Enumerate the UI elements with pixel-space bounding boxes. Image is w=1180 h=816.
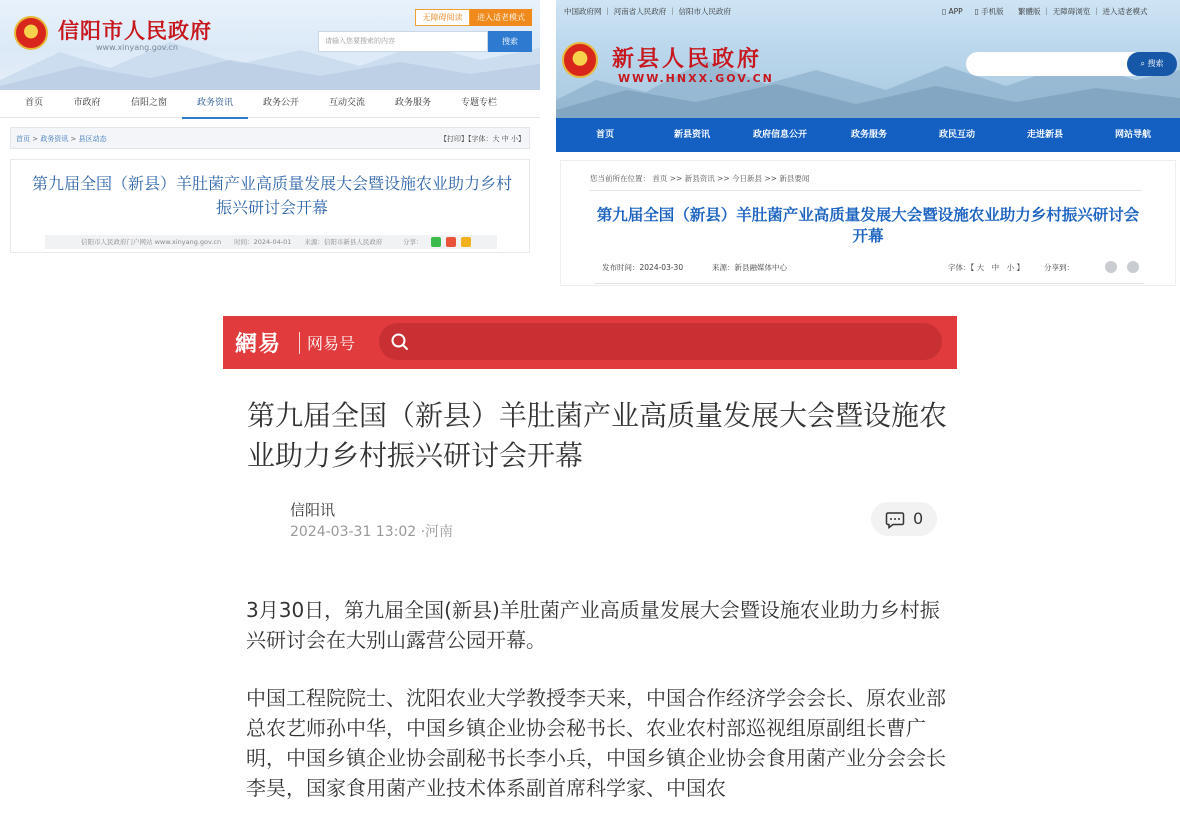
national-emblem-icon [562, 42, 598, 78]
elderly-mode-button[interactable]: 进入适老模式 [470, 9, 532, 26]
publish-time: 发布时间：2024-03-30 [602, 263, 684, 272]
main-nav [556, 118, 1180, 152]
print-font-tools[interactable]: 【打印】【字体：大 中 小】 [440, 135, 525, 143]
nav-item-xinyang-window[interactable]: 信阳之窗 [130, 98, 167, 108]
qzone-share-icon[interactable] [461, 237, 471, 247]
app-icon: ▯ [942, 7, 947, 16]
nav-item-info-open[interactable]: 政府信息公开 [752, 130, 807, 140]
site-url: www.xinyang.gov.cn [96, 43, 178, 52]
article-title: 第九届全国（新县）羊肚菌产业高质量发展大会暨设施农业助力乡村振兴研讨会开幕 [31, 174, 512, 217]
article-paragraph: 3月30日，第九届全国(新县)羊肚菌产业高质量发展大会暨设施农业助力乡村振兴研讨会在大别山露营公园开幕。 [246, 598, 940, 652]
elderly-link[interactable]: 进入适老模式 [1102, 7, 1148, 16]
nav-item-county-news[interactable]: 新县资讯 [673, 130, 710, 140]
search-button[interactable] [1127, 52, 1177, 76]
weibo-share-icon[interactable] [446, 237, 456, 247]
divider [594, 283, 1144, 284]
comment-button[interactable] [871, 502, 937, 536]
channel-name[interactable]: 网易号 [307, 334, 356, 353]
nav-item-interaction[interactable]: 互动交流 [328, 98, 365, 108]
nav-item-gov-news[interactable]: 政务资讯 [182, 90, 248, 119]
share-label: 分享： [403, 238, 423, 246]
mobile-icon: ▯ [974, 7, 979, 16]
share-label: 分享到： [1044, 263, 1074, 272]
app-link[interactable]: APP [948, 7, 963, 16]
netease-logo[interactable]: 網易 [235, 332, 282, 357]
main-nav [0, 90, 540, 118]
site-title[interactable]: 新县人民政府 [612, 47, 763, 72]
comment-count: 0 [913, 509, 924, 528]
search-button-label: 搜索 [1147, 59, 1164, 68]
search-input[interactable] [966, 52, 1136, 76]
nav-item-topics[interactable]: 专题专栏 [460, 98, 497, 108]
favorite-share-icon[interactable] [1127, 261, 1139, 273]
publish-datetime: 2024-03-31 13:02 ·河南 [290, 524, 454, 540]
wechat-share-icon[interactable] [431, 237, 441, 247]
netease-panel [223, 316, 957, 816]
search-button[interactable]: 搜索 [488, 31, 532, 52]
nav-item-city-gov[interactable]: 市政府 [73, 98, 101, 108]
breadcrumb[interactable]: 您当前所在位置： 首页 >> 新县资讯 >> 今日新县 >> 新县要闻 [590, 174, 810, 183]
search-icon: ⌕ [1140, 59, 1145, 68]
mobile-link[interactable]: 手机版 [981, 7, 1004, 16]
divider [590, 190, 1142, 191]
article-meta [45, 235, 497, 249]
nav-item-interaction[interactable]: 政民互动 [938, 130, 975, 140]
top-right-links: ▯ APP ▯ 手机版 繁體版 ｜ 无障碍浏览 ｜ 进入适老模式 [942, 7, 1148, 16]
nav-item-gov-service[interactable]: 政务服务 [394, 98, 431, 108]
traditional-link[interactable]: 繁體版 [1017, 7, 1041, 16]
site-url: WWW.HNXX.GOV.CN [618, 72, 774, 85]
article-meta-text: 信阳市人民政府门户网站 www.xinyang.gov.cn 时间：2024-04-01 来源：信阳市新县人民政府 [81, 238, 383, 246]
article-title: 第九届全国（新县）羊肚菌产业高质量发展大会暨设施农业助力乡村振兴研讨会开幕 [596, 206, 1140, 245]
site-title[interactable]: 信阳市人民政府 [58, 19, 212, 43]
barrier-free-button[interactable]: 无障碍阅读 [415, 9, 470, 26]
nav-item-gov-service[interactable]: 政务服务 [850, 130, 887, 140]
nav-item-site-map[interactable]: 网站导航 [1114, 130, 1151, 140]
article-title: 第九届全国（新县）羊肚菌产业高质量发展大会暨设施农业助力乡村振兴研讨会开幕 [247, 399, 948, 472]
search-icon [391, 333, 409, 351]
nav-item-gov-open[interactable]: 政务公开 [262, 98, 299, 108]
xinyang-panel [0, 0, 540, 253]
weibo-share-icon[interactable] [1105, 261, 1117, 273]
nav-item-home[interactable]: 首页 [595, 130, 614, 140]
breadcrumb-gov-news[interactable]: 政务资讯 [40, 135, 69, 143]
accessible-link[interactable]: 无障碍浏览 [1052, 7, 1091, 16]
xinxian-panel [556, 0, 1180, 286]
breadcrumb-county-news[interactable]: 县区动态 [78, 135, 107, 143]
comment-icon [885, 511, 905, 529]
national-emblem-icon [14, 16, 48, 50]
search-input[interactable]: 请输入您要搜索的内容 [318, 31, 488, 52]
breadcrumb-home[interactable]: 首页 [16, 135, 30, 143]
search-input[interactable] [379, 323, 942, 360]
author-name[interactable]: 信阳讯 [290, 501, 336, 519]
logo-divider [299, 332, 300, 354]
nav-item-about-county[interactable]: 走进新县 [1026, 130, 1063, 140]
article-source: 来源：新县融媒体中心 [712, 263, 787, 272]
nav-item-home[interactable]: 首页 [24, 98, 43, 108]
breadcrumb: 首页 > 政务资讯 > 县区动态 [16, 135, 107, 143]
top-links[interactable]: 中国政府网 ｜ 河南省人民政府 ｜ 信阳市人民政府 [564, 7, 732, 16]
font-size-control[interactable]: 字体：【 大 中 小 】 [948, 263, 1025, 272]
article-paragraph: 中国工程院院士、沈阳农业大学教授李天来，中国合作经济学会会长、原农业部总农艺师孙中华，中国乡镇企业协会秘书长、农业农村部巡视组原副组长曹广明，中国乡镇企业协会副秘书长李小兵，中国乡镇企业协会食用菌产业分会会长李昊，国家食用菌产业技术体系副首席科学家、中国农 [246, 686, 946, 800]
